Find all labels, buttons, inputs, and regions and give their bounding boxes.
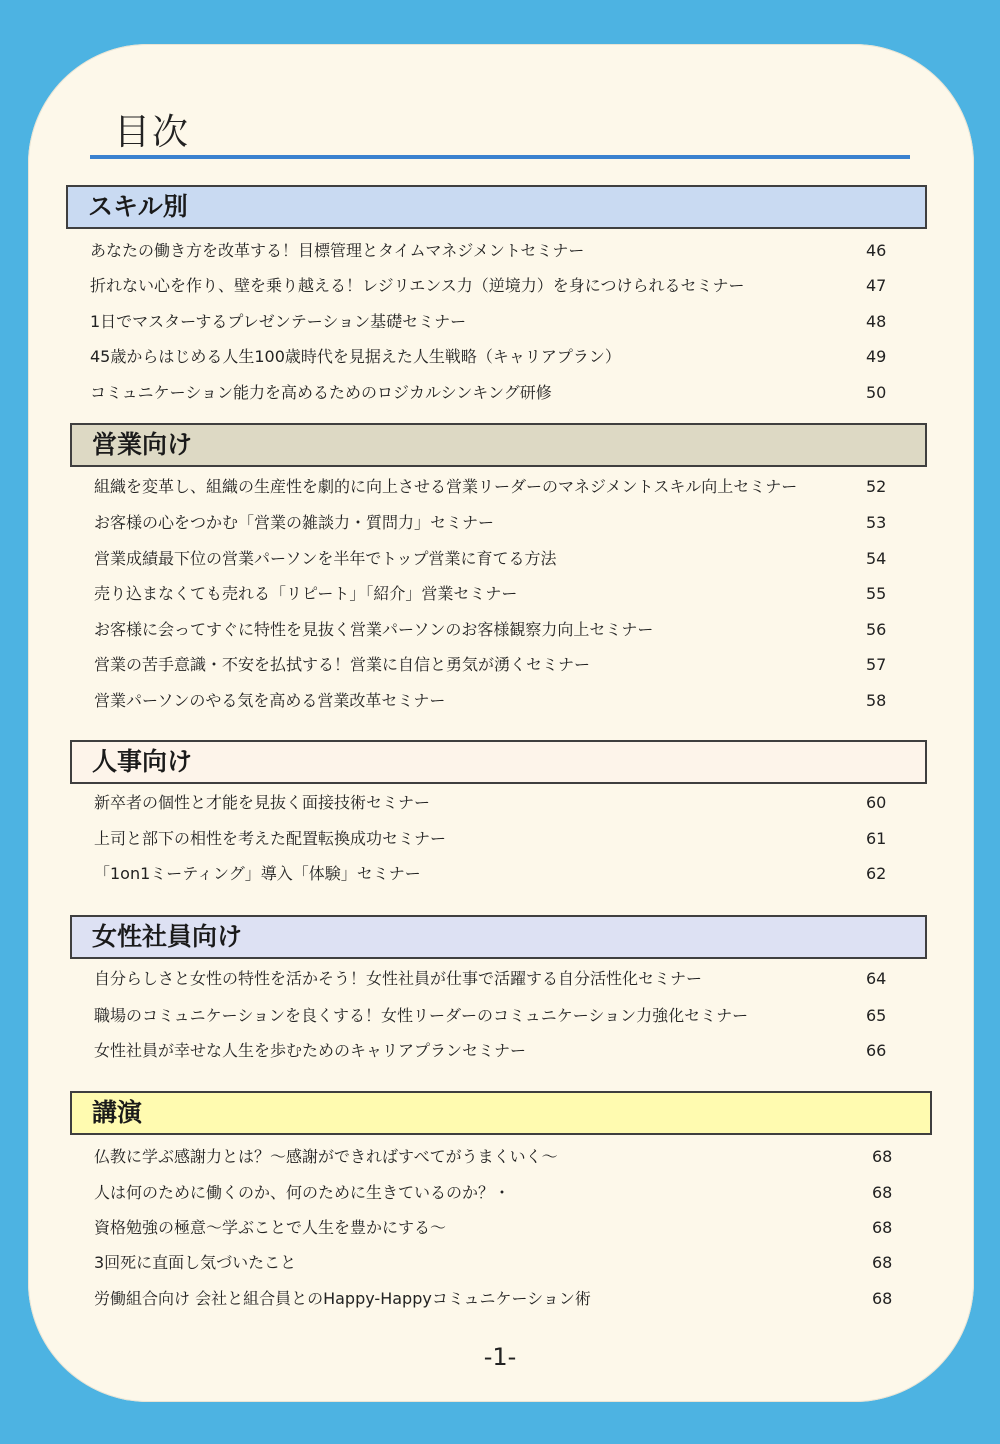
toc-entry-page: 58 — [866, 691, 887, 710]
toc-entry-page: 47 — [866, 276, 887, 295]
toc-entry — [0, 966, 1000, 990]
toc-entry — [0, 1003, 1000, 1027]
toc-entry — [0, 581, 1000, 605]
toc-entry — [0, 861, 1000, 885]
toc-entry-page: 46 — [866, 241, 887, 260]
toc-entry — [0, 790, 1000, 814]
toc-entry-page: 50 — [866, 383, 887, 402]
toc-entry-page: 61 — [866, 829, 887, 848]
toc-entry — [0, 238, 1000, 262]
toc-entry — [0, 510, 1000, 534]
toc-entry-page: 49 — [866, 347, 887, 366]
toc-entry-title: 資格勉強の極意～学ぶことで人生を豊かにする～ — [94, 1218, 447, 1237]
toc-entry-page: 62 — [866, 864, 887, 883]
toc-entry — [0, 474, 1000, 498]
toc-entry-page: 65 — [866, 1006, 887, 1025]
toc-entry-title: 営業の苦手意識・不安を払拭する！営業に自信と勇気が湧くセミナー — [94, 655, 591, 674]
toc-entry-page: 68 — [872, 1289, 893, 1308]
toc-entry-title: お客様に会ってすぐに特性を見抜く営業パーソンのお客様観察力向上セミナー — [94, 620, 654, 639]
toc-entry — [0, 546, 1000, 570]
toc-entry-page: 66 — [866, 1041, 887, 1060]
toc-entry-title: 仏教に学ぶ感謝力とは？～感謝ができればすべてがうまくいく～ — [94, 1147, 558, 1166]
toc-entry-title: 職場のコミュニケーションを良くする！女性リーダーのコミュニケーション力強化セミナー — [94, 1006, 749, 1025]
toc-entry-title: 45歳からはじめる人生100歳時代を見据えた人生戦略（キャリアプラン） — [90, 347, 621, 366]
toc-entry-title: あなたの働き方を改革する！目標管理とタイムマネジメントセミナー — [90, 241, 585, 260]
page-number: -1- — [483, 1343, 517, 1371]
toc-entry-title: 営業パーソンのやる気を高める営業改革セミナー — [94, 691, 446, 710]
toc-entry-title: 「1on1ミーティング」導入「体験」セミナー — [94, 864, 421, 883]
toc-entry-title: 労働組合向け 会社と組合員とのHappy-Happyコミュニケーション術 — [94, 1289, 591, 1308]
toc-entry — [0, 344, 1000, 368]
toc-entry — [0, 826, 1000, 850]
toc-entry-title: 営業成績最下位の営業パーソンを半年でトップ営業に育てる方法 — [94, 549, 557, 568]
toc-entry — [0, 1250, 1000, 1274]
toc-entry — [0, 1180, 1000, 1204]
section-header: 講演 — [70, 1091, 932, 1135]
toc-entry-title: コミュニケーション能力を高めるためのロジカルシンキング研修 — [90, 383, 552, 402]
toc-entry-title: 自分らしさと女性の特性を活かそう！女性社員が仕事で活躍する自分活性化セミナー — [94, 969, 703, 988]
toc-entry-page: 54 — [866, 549, 887, 568]
toc-entry — [0, 380, 1000, 404]
toc-entry-page: 68 — [872, 1218, 893, 1237]
toc-entry — [0, 617, 1000, 641]
toc-entry-page: 55 — [866, 584, 887, 603]
toc-entry-page: 64 — [866, 969, 887, 988]
toc-entry-title: 1日でマスターするプレゼンテーション基礎セミナー — [90, 312, 467, 331]
toc-entry-title: 上司と部下の相性を考えた配置転換成功セミナー — [94, 829, 447, 848]
toc-entry — [0, 309, 1000, 333]
title-underline — [90, 155, 910, 159]
toc-entry-title: 組織を変革し、組織の生産性を劇的に向上させる営業リーダーのマネジメントスキル向上セミナー — [94, 477, 798, 496]
toc-entry-page: 68 — [872, 1183, 893, 1202]
page-title: 目次 — [114, 112, 191, 153]
toc-entry-page: 56 — [866, 620, 887, 639]
toc-entry-title: 3回死に直面し気づいたこと — [94, 1253, 297, 1272]
section-header: 人事向け — [70, 740, 927, 784]
toc-entry-title: 新卒者の個性と才能を見抜く面接技術セミナー — [94, 793, 431, 812]
toc-entry-page: 68 — [872, 1253, 893, 1272]
toc-entry-page: 48 — [866, 312, 887, 331]
section-header: 営業向け — [70, 423, 927, 467]
toc-entry-page: 52 — [866, 477, 887, 496]
section-header: 女性社員向け — [70, 915, 927, 959]
toc-entry-title: 女性社員が幸せな人生を歩むためのキャリアプランセミナー — [94, 1041, 527, 1060]
toc-entry-page: 68 — [872, 1147, 893, 1166]
toc-entry-title: 折れない心を作り、壁を乗り越える！レジリエンス力（逆境力）を身につけられるセミナー — [90, 276, 745, 295]
toc-entry — [0, 652, 1000, 676]
toc-entry-title: お客様の心をつかむ「営業の雑談力・質問力」セミナー — [94, 513, 495, 532]
toc-entry-page: 57 — [866, 655, 887, 674]
toc-entry-title: 人は何のために働くのか、何のために生きているのか？・ — [94, 1183, 511, 1202]
toc-entry-title: 売り込まなくても売れる「リピート」「紹介」営業セミナー — [94, 584, 518, 603]
toc-entry-page: 53 — [866, 513, 887, 532]
toc-entry — [0, 688, 1000, 712]
toc-entry — [0, 1144, 1000, 1168]
toc-entry-page: 60 — [866, 793, 887, 812]
section-header: スキル別 — [66, 185, 927, 229]
toc-entry — [0, 1038, 1000, 1062]
toc-entry — [0, 1215, 1000, 1239]
toc-entry — [0, 273, 1000, 297]
toc-entry — [0, 1286, 1000, 1310]
